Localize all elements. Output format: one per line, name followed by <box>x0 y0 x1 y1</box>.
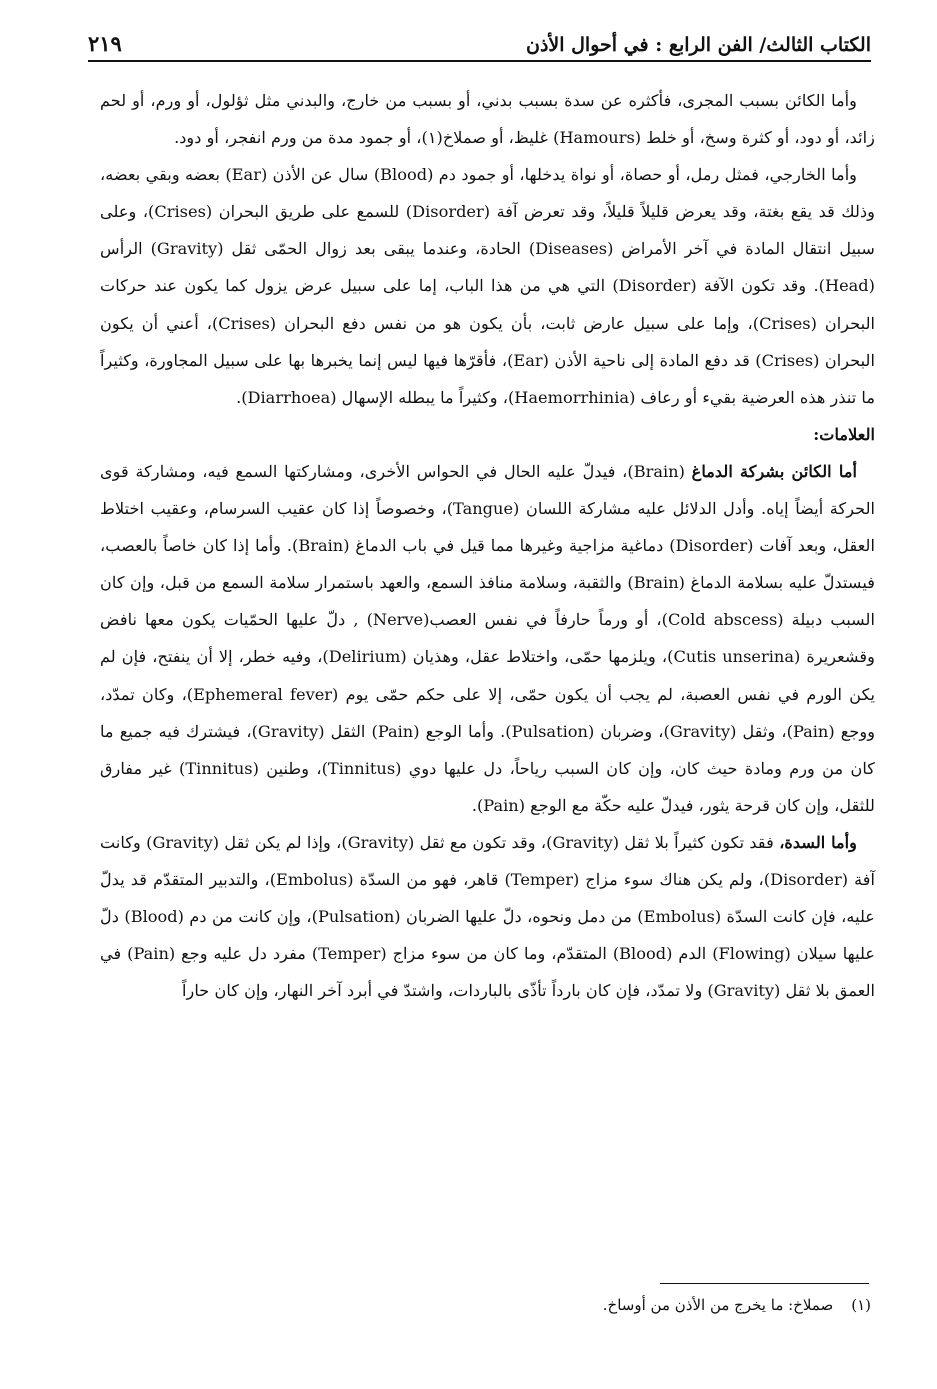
paragraph-text: فقد تكون كثيراً بلا ثقل (Gravity)، وقد تكون مع ثقل (Gravity)، وإذا لم يكن ثقل (Gravity) وكانت آفة (Disorder)، ولم يكن هناك سوء مزاج (Temper) قاهر، فهو من السدّة (Embolus)، والتدبير المتقدّم قد يدلّ عليه، فإن كانت السدّة (Embolus) من دمل ونحوه، دلّ عليها الضربان (Pulsation)، وإن كانت من دم (Blood) دلّ عليها سيلان (Flowing) الدم (Blood) المتقدّم، وما كان من سوء مزاج (Temper) مفرد دل عليه وجع (Pain) في العمق بلا ثقل (Gravity) ولا تمدّد، فإن كان بارداً تأذّى بالباردات، واشتدّ في أبرد آخر النهار، وإن كان حاراً <box>100 832 876 1001</box>
footnote-separator <box>660 1283 869 1284</box>
paragraph <box>100 156 875 416</box>
heading-text: العلامات: <box>813 424 875 444</box>
footnote-marker: (١) <box>851 1296 871 1314</box>
running-title: الكتاب الثالث/ الفن الرابع : في أحوال الأذن <box>525 34 871 56</box>
footnote-text: صملاخ: ما يخرج من الأذن من أوساخ. <box>602 1296 834 1314</box>
paragraph-text: (Brain)، فيدلّ عليه الحال في الحواس الأخرى، ومشاركتها السمع فيه، ومشاركة قوى الحركة أيضاً إياه. وأدل الدلائل عليه مشاركة اللسان (Tangue)، وخصوصاً إذا كان عقيب السرسام، وعقيب اختلاط العقل، وبعد آفات (Disorder) دماغية مزاجية وغيرها مما قيل في باب الدماغ (Brain). وأما إذا كان خاصاً بالعصب، فيستدلّ عليه بسلامة الدماغ (Brain) والثقبة، وسلامة منافذ السمع، والعهد باستمرار سلامة السمع من قبل، وإن كان السبب دبيلة (Cold abscess)، أو ورماً حارفاً في نفس العصب(Nerve) , دلّ عليها الحمّيات يكون معها نافض وقشعريرة (Cutis unserina)، ويلزمها حمّى، واختلاط عقل، وهذيان (Delirium)، وفيه خطر، إلا أن ينفتح، فإن لم يكن الورم في نفس العصبة، لم يجب أن يكون حمّى، إلا على حكم حمّى يوم (Ephemeral fever)، وكان تمدّد، ووجع (Pain)، وثقل (Gravity)، وضربان (Pulsation). وأما الوجع (Pain) الثقل (Gravity)، فيشترك فيه جميع ما كان من ورم ومادة حيث كان، وإن كان السبب رياحاً، دل عليها دوي (Tinnitus)، وطنين (Tinnitus) غير مفارق للثقل، وإن كان قرحة يثور، فيدلّ عليه حكّة مع الوجع (Pain). <box>100 461 876 815</box>
paragraph-lead: وأما السدة، <box>779 832 857 852</box>
section-heading <box>100 416 875 453</box>
main-text <box>100 82 875 1009</box>
running-header <box>88 26 871 62</box>
paragraph <box>100 453 875 824</box>
page-number: ٢١٩ <box>88 31 122 56</box>
paragraph <box>100 82 875 156</box>
paragraph-text: وأما الخارجي، فمثل رمل، أو حصاة، أو نواة يدخلها، أو جمود دم (Blood) سال عن الأذن (Ear) بعضه وبقي بعضه، وذلك قد يقع بغتة، وقد يعرض قليلاً قليلاً، وقد تعرض آفة (Disorder) للسمع على طريق البحران (Crises)، وعلى سبيل انتقال المادة في آخر الأمراض (Diseases) الحادة، وعندما يبقى بعد زوال الحمّى ثقل (Gravity) الرأس (Head). وقد تكون الآفة (Disorder) التي هي من هذا الباب، إما على سبيل عرض يزول كما يكون عند حركات البحران (Crises)، وإما على سبيل عارض ثابت، بأن يكون هو من نفس دفع البحران (Crises)، أعني أن يكون البحران (Crises) قد دفع المادة إلى ناحية الأذن (Ear)، فأقرّها فيها ليس إنما يخبرها بها على سبيل المجاورة، وكثيراً ما تنذر هذه العرضية بقيء أو رعاف (Haemorrhinia)، وكثيراً ما يبطله الإسهال (Diarrhoea). <box>100 165 875 407</box>
paragraph <box>100 824 875 1009</box>
paragraph-lead: أما الكائن بشركة الدماغ <box>691 461 857 481</box>
footnote <box>100 1296 871 1314</box>
paragraph-text: وأما الكائن بسبب المجرى، فأكثره عن سدة بسبب بدني، أو بسبب من خارج، والبدني مثل ثؤلول، أو ورم، أو لحم زائد، أو دود، أو كثرة وسخ، أو خلط (Hamours) غليظ، أو صملاخ(١)، أو جمود مدة من ورم انفجر، أو دود. <box>100 91 875 148</box>
